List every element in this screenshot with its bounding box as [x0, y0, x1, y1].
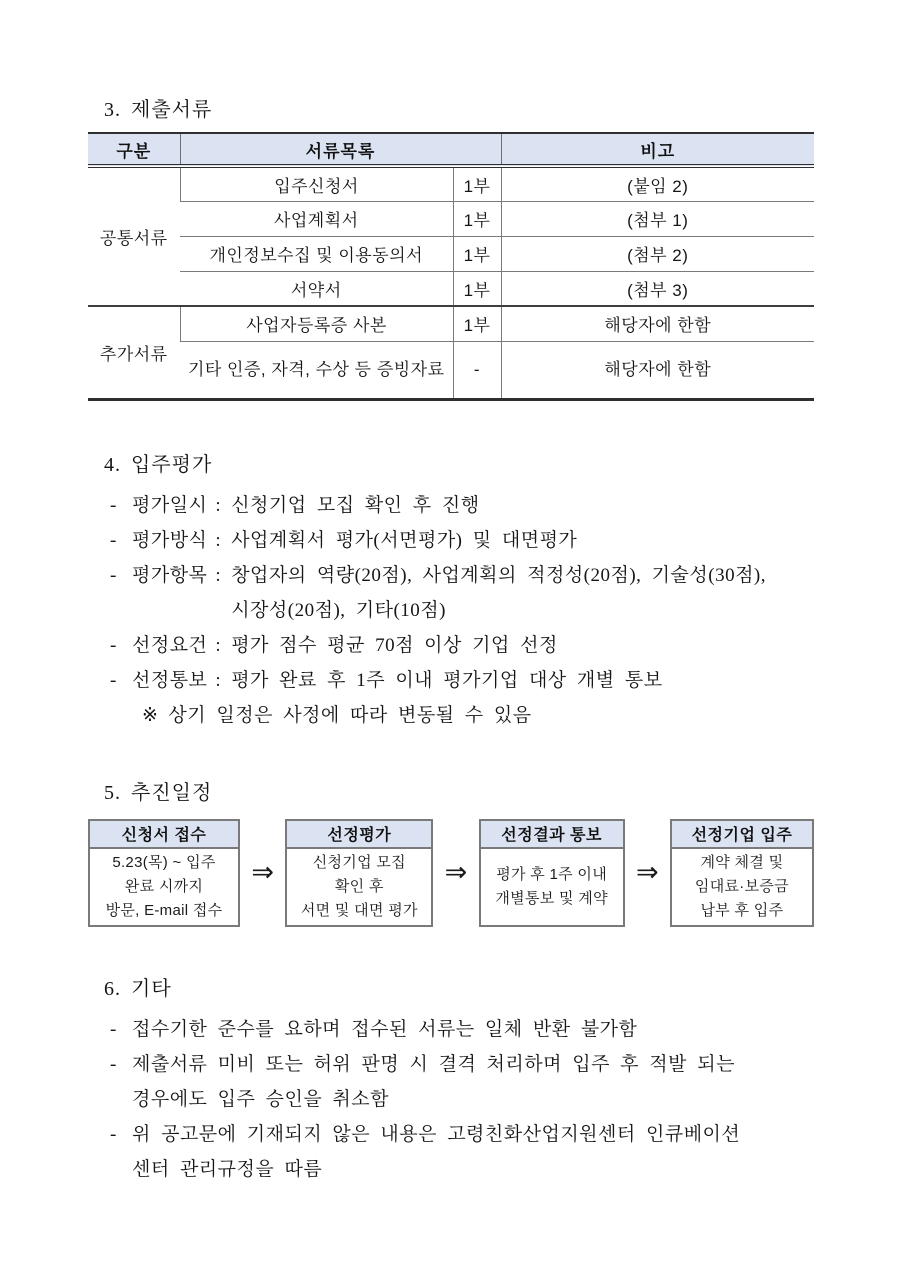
right-double-arrow-icon: ⇒ — [635, 857, 659, 888]
flow-step-line: 임대료·보증금 — [694, 877, 789, 895]
item-label: 선정통보 — [132, 669, 208, 691]
item-separator: : — [215, 494, 222, 516]
doc-cell: 서약서 — [180, 271, 453, 306]
schedule-flowchart — [88, 819, 814, 927]
flow-step-line: 신청기업 모집 — [312, 853, 406, 871]
qty-cell: - — [453, 341, 501, 399]
qty-cell: 1부 — [453, 306, 501, 341]
flow-step-line: 납부 후 입주 — [700, 901, 784, 919]
item-value-line: 시장성(20점), 기타(10점) — [231, 599, 446, 621]
item-value-line: 창업자의 역량(20점), 사업계획의 적정성(20점), 기술성(30점), — [231, 564, 766, 586]
doc-cell: 사업자등록증 사본 — [180, 306, 453, 341]
column-header-doc: 서류목록 — [180, 133, 501, 166]
item-value: 평가 점수 평균 70점 이상 기업 선정 — [231, 634, 558, 656]
list-item — [110, 628, 870, 663]
note-cell: 해당자에 한함 — [501, 306, 814, 341]
section3-heading: 3. 제출서류 — [104, 99, 213, 121]
item-text-line: 센터 관리규정을 따름 — [132, 1158, 323, 1180]
table-header-row — [88, 133, 814, 166]
dash-bullet: - — [110, 529, 117, 551]
column-header-note: 비고 — [501, 133, 814, 166]
dash-bullet: - — [110, 564, 117, 586]
note-cell: (첨부 1) — [501, 201, 814, 236]
doc-cell: 개인정보수집 및 이용동의서 — [180, 236, 453, 271]
note-cell: 해당자에 한함 — [501, 341, 814, 399]
item-value: 평가 완료 후 1주 이내 평가기업 대상 개별 통보 — [231, 669, 663, 691]
section6-heading: 6. 기타 — [104, 977, 172, 1000]
qty-cell: 1부 — [453, 201, 501, 236]
column-header-group: 구분 — [88, 133, 180, 166]
flow-step-notification — [479, 819, 625, 927]
item-separator: : — [215, 669, 222, 691]
qty-cell: 1부 — [453, 271, 501, 306]
dash-bullet: - — [110, 1123, 117, 1145]
item-separator: : — [215, 529, 222, 551]
item-label: 평가항목 — [132, 564, 208, 586]
list-item — [110, 488, 870, 523]
table-row — [88, 306, 814, 341]
flow-step-evaluation — [285, 819, 433, 927]
item-text-line: 접수기한 준수를 요하며 접수된 서류는 일체 반환 불가함 — [132, 1018, 638, 1040]
list-item — [110, 1012, 870, 1047]
dash-bullet: - — [110, 669, 117, 691]
flow-step-application — [88, 819, 240, 927]
item-text-line: 경우에도 입주 승인을 취소함 — [132, 1088, 389, 1110]
flow-step-line: 방문, E-mail 접수 — [105, 901, 223, 919]
submission-documents-table — [88, 132, 814, 401]
dash-bullet: - — [110, 494, 117, 516]
flow-step-line: 5.23(목) ~ 입주 — [112, 853, 216, 871]
flow-step-movein — [670, 819, 814, 927]
flow-step-line: 계약 체결 및 — [700, 853, 784, 871]
table-row — [88, 166, 814, 201]
note-text: 상기 일정은 사정에 따라 변동될 수 있음 — [168, 704, 532, 726]
doc-cell: 기타 인증, 자격, 수상 등 증빙자료 — [180, 341, 453, 399]
table-row — [88, 271, 814, 306]
table-row — [88, 236, 814, 271]
evaluation-list — [110, 488, 870, 733]
dash-bullet: - — [110, 634, 117, 656]
misc-list — [110, 1012, 870, 1187]
table-row — [88, 341, 814, 399]
reference-mark: ※ — [142, 704, 159, 726]
note-cell: (첨부 3) — [501, 271, 814, 306]
note-cell: (붙임 2) — [501, 166, 814, 201]
section4-heading: 4. 입주평가 — [104, 453, 213, 476]
group-cell-additional: 추가서류 — [88, 306, 180, 399]
table-row — [88, 201, 814, 236]
right-double-arrow-icon: ⇒ — [251, 857, 274, 888]
item-value: 사업계획서 평가(서면평가) 및 대면평가 — [231, 529, 578, 551]
flow-step-line: 서면 및 대면 평가 — [300, 901, 418, 919]
qty-cell: 1부 — [453, 166, 501, 201]
dash-bullet: - — [110, 1053, 117, 1075]
list-item — [110, 558, 870, 628]
section5-heading: 5. 추진일정 — [104, 781, 213, 804]
document-page — [88, 96, 870, 1187]
list-item — [110, 523, 870, 558]
list-item — [110, 1117, 870, 1187]
flow-step-line: 완료 시까지 — [124, 877, 204, 895]
flow-step-line: 확인 후 — [334, 877, 384, 895]
doc-cell: 입주신청서 — [180, 166, 453, 201]
flow-step-title: 선정평가 — [287, 821, 431, 849]
flow-step-line: 평가 후 1주 이내 — [496, 865, 608, 883]
schedule-change-note — [142, 698, 870, 733]
item-label: 선정요건 — [132, 634, 208, 656]
item-label: 평가방식 — [132, 529, 208, 551]
flow-step-title: 신청서 접수 — [90, 821, 238, 849]
item-label: 평가일시 — [132, 494, 208, 516]
item-text-line: 제출서류 미비 또는 허위 판명 시 결격 처리하며 입주 후 적발 되는 — [132, 1053, 735, 1075]
flow-step-line: 개별통보 및 계약 — [495, 889, 608, 907]
note-cell: (첨부 2) — [501, 236, 814, 271]
list-item — [110, 1047, 870, 1117]
qty-cell: 1부 — [453, 236, 501, 271]
item-text-line: 위 공고문에 기재되지 않은 내용은 고령친화산업지원센터 인큐베이션 — [132, 1123, 741, 1145]
right-double-arrow-icon: ⇒ — [444, 857, 468, 888]
flow-step-title: 선정기업 입주 — [672, 821, 812, 849]
list-item — [110, 663, 870, 698]
group-cell-common: 공통서류 — [99, 229, 168, 248]
dash-bullet: - — [110, 1018, 117, 1040]
item-value: 신청기업 모집 확인 후 진행 — [231, 494, 480, 516]
doc-cell: 사업계획서 — [180, 201, 453, 236]
flow-step-title: 선정결과 통보 — [481, 821, 623, 849]
item-separator: : — [215, 564, 222, 586]
item-separator: : — [215, 634, 222, 656]
